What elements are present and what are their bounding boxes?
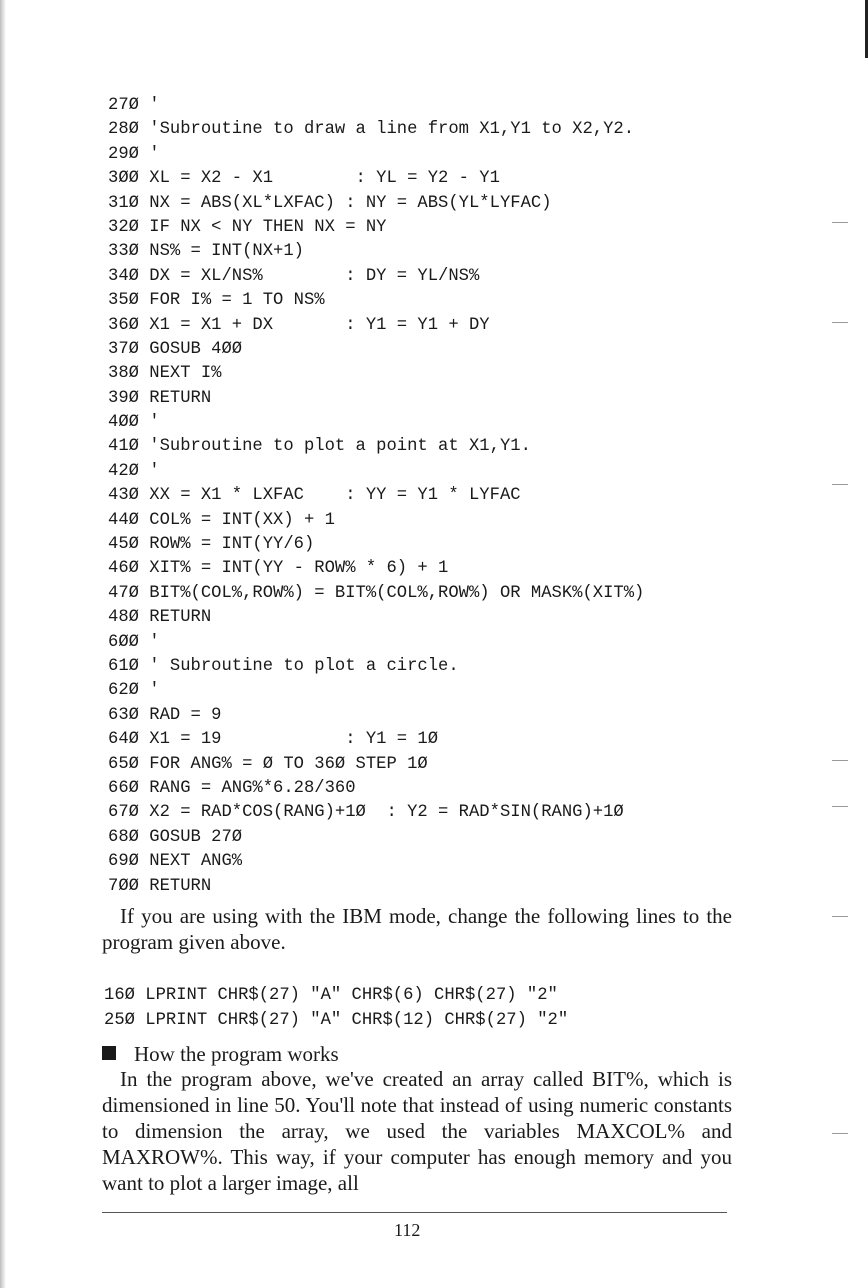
- margin-tick: [832, 760, 848, 761]
- code-line: 7ØØ RETURN: [108, 876, 212, 896]
- explanation-paragraph: [102, 1066, 732, 1196]
- code-line: 61Ø ' Subroutine to plot a circle.: [108, 656, 459, 676]
- explanation-text: In the program above, we've created an array called BIT%, which is dimensioned in line 50. You'll note that instead of using numeric constants to dimension the array, we used the variables MAXCOL% and MAXROW%. This way, if your computer has enough memory and you want to plot a larger image, all: [102, 1067, 732, 1195]
- code-line: 41Ø 'Subroutine to plot a point at X1,Y1.: [108, 437, 531, 457]
- margin-tick: [832, 1133, 848, 1134]
- code-line: 44Ø COL% = INT(XX) + 1: [108, 510, 335, 530]
- code-line: 47Ø BIT%(COL%,ROW%) = BIT%(COL%,ROW%) OR MASK%(XIT%): [108, 583, 645, 603]
- code-line: 28Ø 'Subroutine to draw a line from X1,Y1 to X2,Y2.: [108, 120, 635, 140]
- code-line: 6ØØ ': [108, 632, 160, 652]
- footer-rule: [102, 1212, 727, 1213]
- code-line: 67Ø X2 = RAD*COS(RANG)+1Ø : Y2 = RAD*SIN(RANG)+1Ø: [108, 803, 624, 823]
- page-edge-shadow: [0, 0, 6, 1288]
- section-heading-text: How the program works: [134, 1042, 339, 1066]
- code-line: 45Ø ROW% = INT(YY/6): [108, 535, 315, 555]
- margin-tick: [832, 806, 848, 807]
- ibm-mode-paragraph: [102, 903, 732, 955]
- code-line: 48Ø RETURN: [108, 608, 212, 628]
- square-bullet-icon: [102, 1046, 116, 1060]
- code-line: 62Ø ': [108, 681, 160, 701]
- code-line: 32Ø IF NX < NY THEN NX = NY: [108, 217, 387, 237]
- code-line: 36Ø X1 = X1 + DX : Y1 = Y1 + DY: [108, 315, 490, 335]
- code-line: 35Ø FOR I% = 1 TO NS%: [108, 291, 325, 311]
- code-line: 46Ø XIT% = INT(YY - ROW% * 6) + 1: [108, 559, 449, 579]
- basic-code-listing: [108, 94, 644, 899]
- margin-tick: [832, 322, 848, 323]
- code-line: 66Ø RANG = ANG%*6.28/360: [108, 778, 356, 798]
- ibm-intro-text: If you are using with the IBM mode, change the following lines to the program given above.: [102, 904, 732, 954]
- code-line: 31Ø NX = ABS(XL*LXFAC) : NY = ABS(YL*LYFAC): [108, 193, 552, 213]
- margin-tick: [832, 222, 848, 223]
- code-line: 43Ø XX = X1 * LXFAC : YY = Y1 * LYFAC: [108, 486, 521, 506]
- code-line: 42Ø ': [108, 461, 160, 481]
- code-line: 69Ø NEXT ANG%: [108, 852, 243, 872]
- code-line: 33Ø NS% = INT(NX+1): [108, 242, 304, 262]
- margin-tick: [832, 484, 848, 485]
- code-line: 16Ø LPRINT CHR$(27) "A" CHR$(6) CHR$(27) "2": [104, 986, 558, 1005]
- code-line: 27Ø ': [108, 96, 160, 115]
- code-line: 29Ø ': [108, 144, 160, 164]
- code-line: 68Ø GOSUB 27Ø: [108, 827, 243, 847]
- ibm-code-listing: [104, 983, 568, 1033]
- page-number: 112: [394, 1220, 421, 1240]
- code-line: 38Ø NEXT I%: [108, 364, 222, 384]
- code-line: 39Ø RETURN: [108, 388, 212, 408]
- code-line: 34Ø DX = XL/NS% : DY = YL/NS%: [108, 266, 480, 286]
- code-line: 25Ø LPRINT CHR$(27) "A" CHR$(12) CHR$(27) "2": [104, 1011, 569, 1030]
- section-heading: [102, 1041, 339, 1067]
- code-line: 37Ø GOSUB 4ØØ: [108, 339, 243, 359]
- code-line: 4ØØ ': [108, 413, 160, 433]
- code-line: 64Ø X1 = 19 : Y1 = 1Ø: [108, 730, 439, 750]
- code-line: 63Ø RAD = 9: [108, 705, 222, 725]
- margin-tick: [832, 916, 848, 917]
- code-line: 65Ø FOR ANG% = Ø TO 36Ø STEP 1Ø: [108, 754, 428, 774]
- code-line: 3ØØ XL = X2 - X1 : YL = Y2 - Y1: [108, 169, 500, 189]
